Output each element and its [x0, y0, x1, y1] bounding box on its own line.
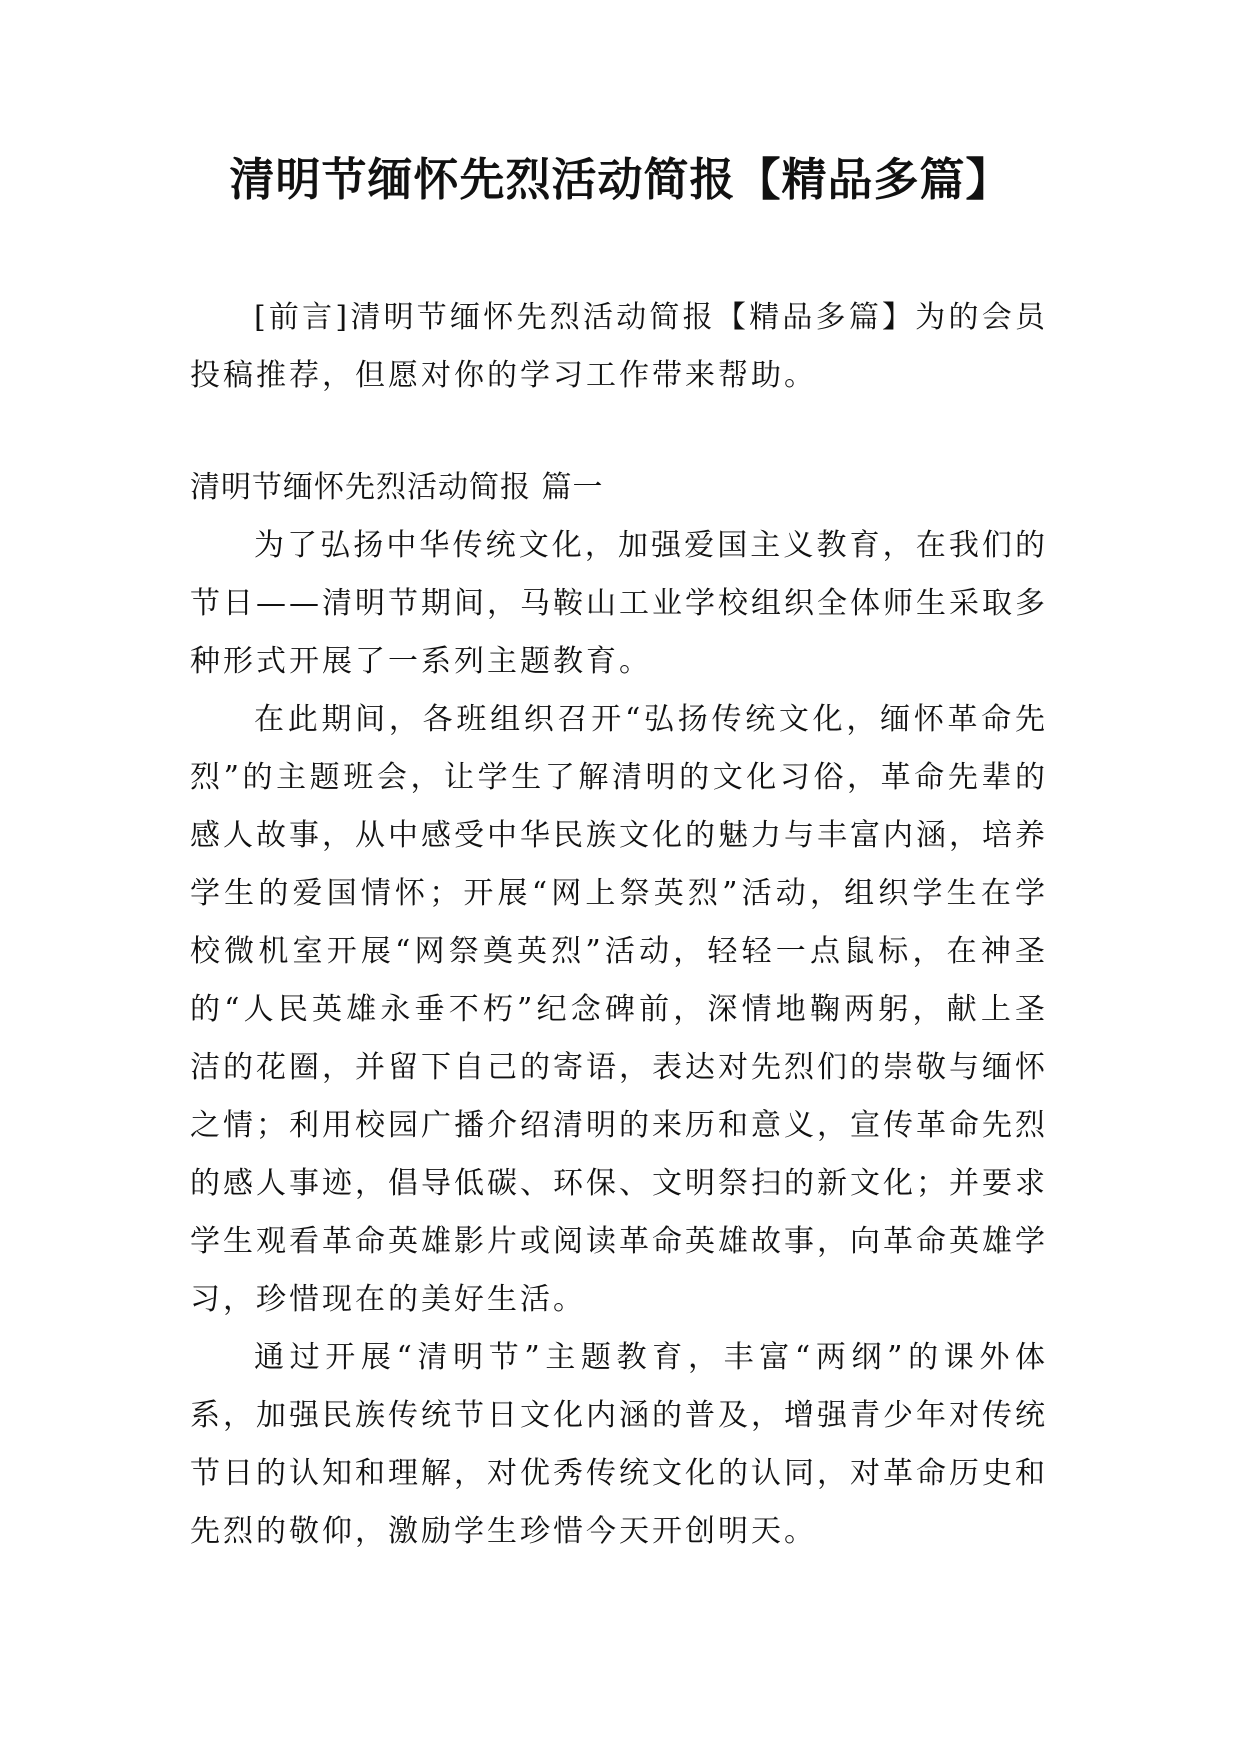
- section-heading: 清明节缅怀先烈活动简报 篇一: [190, 470, 604, 505]
- body-paragraph: 为了弘扬中华传统文化，加强爱国主义教育，在我们的节日——清明节期间，马鞍山工业学校组织全体师生采取多种形式开展了一系列主题教育。: [190, 528, 1048, 679]
- body-paragraph: 在此期间，各班组织召开“弘扬传统文化，缅怀革命先烈”的主题班会，让学生了解清明的文化习俗，革命先辈的感人故事，从中感受中华民族文化的魅力与丰富内涵，培养学生的爱国情怀；开展“网上祭英烈”活动，组织学生在学校微机室开展“网祭奠英烈”活动，轻轻一点鼠标，在神圣的“人民英雄永垂不朽”纪念碑前，深情地鞠两躬，献上圣洁的花圈，并留下自己的寄语，表达对先烈们的崇敬与缅怀之情；利用校园广播介绍清明的来历和意义，宣传革命先烈的感人事迹，倡导低碳、环保、文明祭扫的新文化；并要求学生观看革命英雄影片或阅读革命英雄故事，向革命英雄学习，珍惜现在的美好生活。: [190, 702, 1048, 1317]
- document-body: [190, 289, 1048, 1561]
- body-paragraph: 通过开展“清明节”主题教育，丰富“两纲”的课外体系，加强民族传统节日文化内涵的普及，增强青少年对传统节日的认知和理解，对优秀传统文化的认同，对革命历史和先烈的敬仰，激励学生珍惜今天开创明天。: [190, 1340, 1048, 1549]
- document-title: 清明节缅怀先烈活动简报【精品多篇】: [229, 153, 1012, 206]
- preface-paragraph: [前言]清明节缅怀先烈活动简报【精品多篇】为的会员投稿推荐，但愿对你的学习工作带来帮助。: [190, 300, 1048, 393]
